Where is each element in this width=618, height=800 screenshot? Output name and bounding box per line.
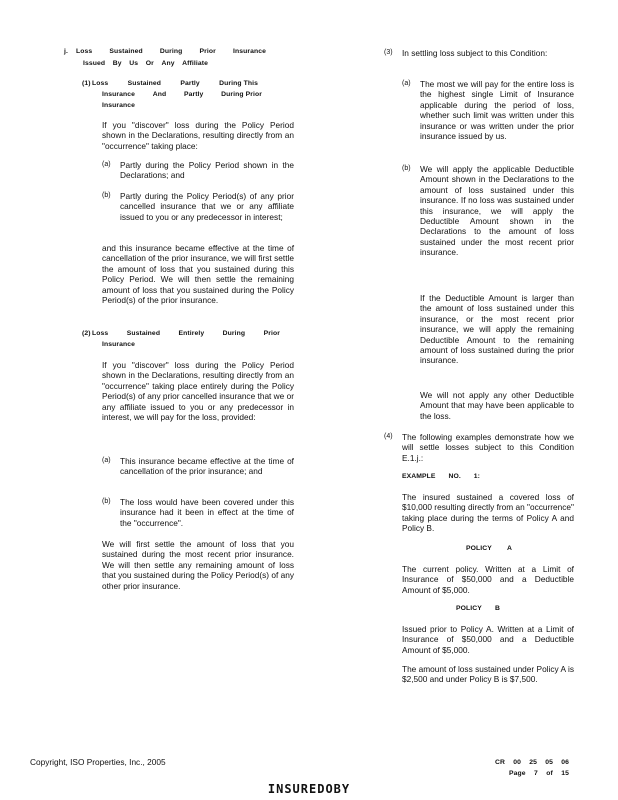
- subsection-3-a-marker: (a): [402, 80, 411, 87]
- subsection-4-intro: The following examples demonstrate how we will settle losses subject to this Condition E.1.j.:: [402, 432, 574, 463]
- subsection-2-heading-line-1: Loss Sustained Entirely During Prior: [92, 330, 280, 337]
- subsection-1-marker: (1): [82, 80, 91, 87]
- subsection-1-b-text: Partly during the Policy Period(s) of any prior cancelled insurance that we or any affiliate issued to you or any predecessor in interest;: [120, 191, 294, 222]
- copyright-notice: Copyright, ISO Properties, Inc., 2005: [30, 757, 166, 767]
- policy-b-text: Issued prior to Policy A. Written at a Limit of Insurance of $50,000 and a Deductible Amount of $5,000.: [402, 624, 574, 655]
- subsection-1-a-text: Partly during the Policy Period shown in the Declarations; and: [120, 160, 294, 181]
- policy-a-text: The current policy. Written at a Limit of Insurance of $50,000 and a Deductible Amount of $5,000.: [402, 564, 574, 595]
- subsection-2-b-marker: (b): [102, 498, 111, 505]
- policy-a-label: POLICY A: [466, 545, 512, 552]
- item-j-heading-line-2: Issued By Us Or Any Affiliate: [83, 60, 208, 67]
- subsection-2-a-marker: (a): [102, 457, 111, 464]
- subsection-2-heading-line-2: Insurance: [102, 341, 136, 348]
- subsection-1-b-marker: (b): [102, 192, 111, 199]
- subsection-3-intro: In settling loss subject to this Condition:: [402, 48, 548, 58]
- subsection-2-settlement-text: We will first settle the amount of loss that you sustained during the most recent prior insurance. We will then settle any remaining amount of loss that you sustained during the Policy Period(s) of any other prior insurance.: [102, 539, 294, 591]
- subsection-4-marker: (4): [384, 433, 393, 440]
- subsection-1-heading-line-3: Insurance: [102, 102, 136, 109]
- subsection-3-marker: (3): [384, 49, 393, 56]
- subsection-1-a-marker: (a): [102, 161, 111, 168]
- subsection-3-b-paragraph-3: We will not apply any other Deductible Amount that may have been applicable to the loss.: [420, 390, 574, 421]
- subsection-2-a-text: This insurance became effective at the time of cancellation of the prior insurance; and: [120, 456, 294, 477]
- subsection-3-b-marker: (b): [402, 165, 411, 172]
- subsection-1-heading-line-2: Insurance And Partly During Prior: [102, 91, 262, 98]
- policy-b-label: POLICY B: [456, 605, 500, 612]
- item-j-marker: j.: [64, 48, 68, 55]
- example-1-conclusion: The amount of loss sustained under Policy A is $2,500 and under Policy B is $7,500.: [402, 664, 574, 685]
- subsection-3-b-paragraph-2: If the Deductible Amount is larger than the amount of loss sustained under this insurance, or the most recent prior insurance, we will apply the remaining Deductible Amount to the remaining amount of loss sustained during the prior insurance.: [420, 293, 574, 366]
- subsection-2-intro: If you "discover" loss during the Policy Period shown in the Declarations, resulting directly from an "occurrence" taking place entirely during the Policy Period(s) of any prior cancelled insurance that we or any affiliate issued to you or any predecessor in interest, we will pay for the loss, provided:: [102, 360, 294, 423]
- subsection-2-marker: (2): [82, 330, 91, 337]
- subsection-1-intro: If you "discover" loss during the Policy Period shown in the Declarations, resulting directly from an "occurrence" taking place:: [102, 120, 294, 151]
- insuredoby-watermark: INSUREDOBY: [267, 782, 351, 796]
- example-1-text: The insured sustained a covered loss of $10,000 resulting directly from an "occurrence" taking place during the terms of Policy A and Policy B.: [402, 492, 574, 534]
- subsection-3-b-text: We will apply the applicable Deductible Amount shown in the Declarations to the amount of loss sustained under this insurance. If no loss was sustained under this insurance, we will apply the Deductible Amount shown in the Declarations to the amount of loss sustained under the most recent prior insurance.: [420, 164, 574, 258]
- example-1-label: EXAMPLE NO. 1:: [402, 473, 480, 480]
- subsection-1-heading-line-1: Loss Sustained Partly During This: [92, 80, 258, 87]
- page-number: Page 7 of 15: [509, 770, 569, 777]
- form-number: CR 00 25 05 06: [495, 759, 569, 766]
- subsection-3-a-text: The most we will pay for the entire loss is the highest single Limit of Insurance applicable during the period of loss, whether such limit was written under this insurance or was written under the prior insurance issued by us.: [420, 79, 574, 142]
- subsection-1-settlement-text: and this insurance became effective at the time of cancellation of the prior insurance, we will first settle the amount of loss that you sustained during this Policy Period. We will then settle the remaining amount of loss that you sustained during the Policy Period(s) of the prior insurance.: [102, 243, 294, 306]
- item-j-heading-line-1: Loss Sustained During Prior Insurance: [76, 48, 266, 55]
- subsection-2-b-text: The loss would have been covered under this insurance had it been in effect at the time of the "occurrence".: [120, 497, 294, 528]
